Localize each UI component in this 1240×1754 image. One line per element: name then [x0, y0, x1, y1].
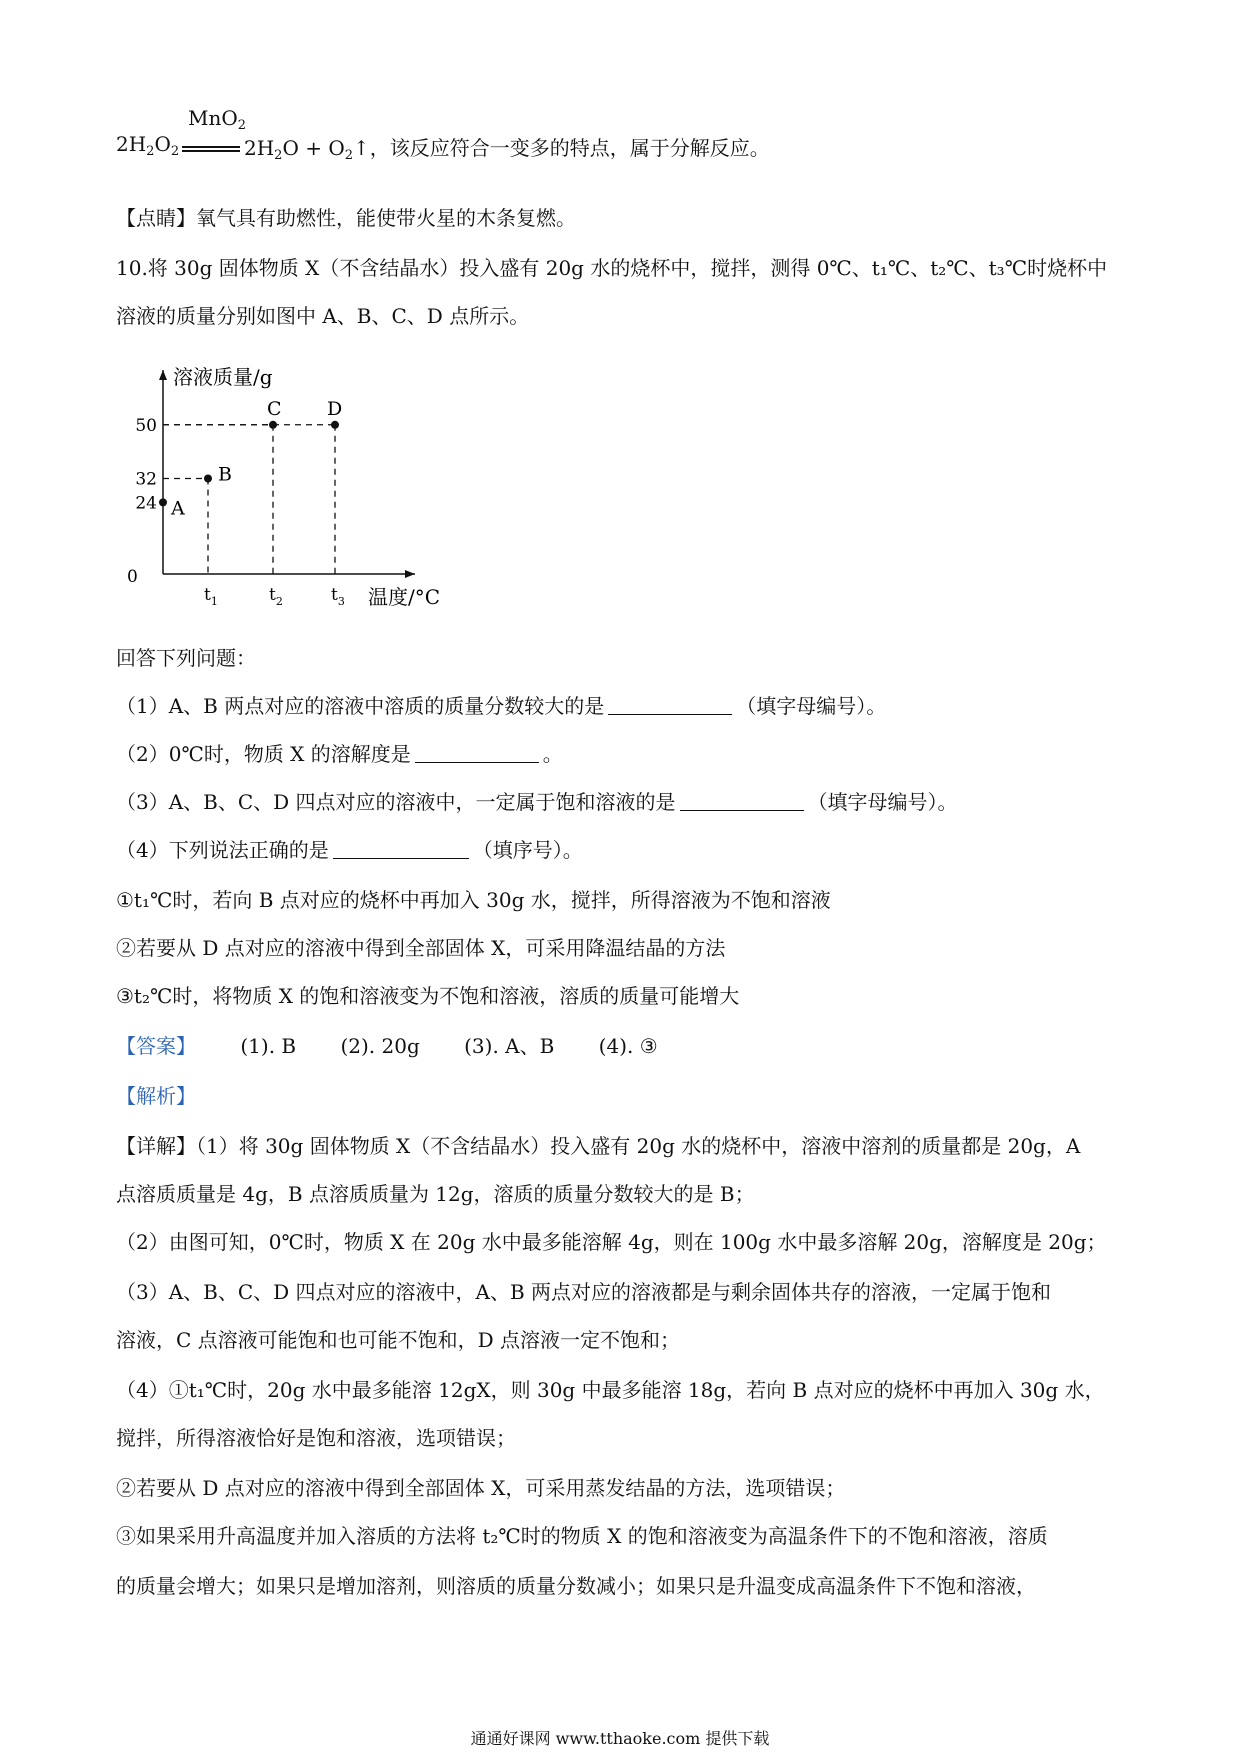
equals-bar-top [182, 146, 240, 148]
products: $2H_2O$ + $O_2↑$，该反应符合一变多的特点，属于分解反应。 [244, 136, 770, 163]
answer-item: (4). ③ [598, 1034, 658, 1058]
question-stem-line2: 溶液的质量分别如图中 A、B、C、D 点所示。 [116, 304, 530, 328]
answer-blank-1[interactable] [608, 694, 732, 715]
point-label-D: D [327, 397, 343, 420]
detail-line: 【详解】（1）将 30g 固体物质 X（不含结晶水）投入盛有 20g 水的烧杯中，溶液中溶剂的质量都是 20g，A [116, 1134, 1081, 1158]
detail-line: ②若要从 D 点对应的溶液中得到全部固体 X，可采用蒸发结晶的方法，选项错误； [116, 1476, 846, 1500]
x-tick-label: $t_2$ [269, 585, 283, 608]
detail-line: （3）A、B、C、D 四点对应的溶液中，A、B 两点对应的溶液都是与剩余固体共存的溶液，一定属于饱和 [116, 1280, 1052, 1304]
y-axis-label: 溶液质量/g [173, 365, 273, 389]
answer-row [116, 1032, 658, 1060]
option-1: ①t₁℃时，若向 B 点对应的烧杯中再加入 30g 水，搅拌，所得溶液为不饱和溶液 [116, 888, 831, 912]
question-1: （1）A、B 两点对应的溶液中溶质的质量分数较大的是 （填字母编号）。 [116, 694, 887, 718]
answer-label: 【答案】 [116, 1034, 196, 1058]
analysis-label: 【解析】 [116, 1084, 196, 1108]
equals-bar-bottom [182, 150, 240, 152]
detail-line: （2）由图可知，0℃时，物质 X 在 20g 水中最多能溶解 4g，则在 100g 水中最多溶解 20g，溶解度是 20g； [116, 1230, 1107, 1254]
data-point-A [159, 498, 167, 506]
y-tick-label: 24 [135, 493, 157, 514]
detail-line: 点溶质质量是 4g，B 点溶质质量为 12g，溶质的质量分数较大的是 B； [116, 1182, 755, 1206]
answer-blank-2[interactable] [415, 742, 539, 763]
catalyst-label: MnO$_2$ [188, 106, 247, 133]
answer-blank-4[interactable] [333, 838, 469, 859]
question-stem-line1: 10.将 30g 固体物质 X（不含结晶水）投入盛有 20g 水的烧杯中，搅拌，测得 0℃、t₁℃、t₂℃、t₃℃时烧杯中 [116, 256, 1108, 280]
answer-prompt: 回答下列问题： [116, 646, 256, 670]
question-3: （3）A、B、C、D 四点对应的溶液中，一定属于饱和溶液的是 （填字母编号）。 [116, 790, 958, 814]
y-tick-label: 32 [135, 469, 157, 490]
x-tick-label: $t_3$ [331, 585, 345, 608]
dianjing-note: 【点睛】氧气具有助燃性，能使带火星的木条复燃。 [116, 206, 576, 230]
x-axis-label: 温度/°C [368, 585, 441, 609]
answer-blank-3[interactable] [680, 790, 804, 811]
detail-line: （4）①t₁℃时，20g 水中最多能溶 12gX，则 30g 中最多能溶 18g，若向 B 点对应的烧杯中再加入 30g 水， [116, 1378, 1105, 1402]
point-label-C: C [267, 397, 282, 420]
question-2: （2）0℃时，物质 X 的溶解度是 。 [116, 742, 563, 766]
answer-item: (3). A、B [464, 1034, 555, 1058]
data-point-B [204, 474, 212, 482]
option-3: ③t₂℃时，将物质 X 的饱和溶液变为不饱和溶液，溶质的质量可能增大 [116, 984, 740, 1008]
reactant: $2H_2O_2$ [116, 132, 180, 159]
detail-line: 的质量会增大；如果只是增加溶剂，则溶质的质量分数减小；如果只是升温变成高温条件下不饱和溶液， [116, 1574, 1036, 1598]
solution-mass-chart [120, 358, 520, 628]
detail-line: ③如果采用升高温度并加入溶质的方法将 t₂℃时的物质 X 的饱和溶液变为高温条件下的不饱和溶液，溶质 [116, 1524, 1048, 1548]
detail-line: 溶液，C 点溶液可能饱和也可能不饱和，D 点溶液一定不饱和； [116, 1328, 681, 1352]
detail-line: 搅拌，所得溶液恰好是饱和溶液，选项错误； [116, 1426, 516, 1450]
x-axis-arrow [405, 570, 415, 578]
x-tick-label: $t_1$ [204, 585, 218, 608]
question-4: （4）下列说法正确的是 （填序号）。 [116, 838, 583, 862]
option-2: ②若要从 D 点对应的溶液中得到全部固体 X，可采用降温结晶的方法 [116, 936, 726, 960]
origin-label: 0 [127, 567, 138, 587]
point-label-B: B [218, 463, 232, 486]
answer-item: (1). B [240, 1034, 297, 1058]
y-tick-label: 50 [135, 415, 157, 436]
answer-item: (2). 20g [340, 1034, 420, 1058]
y-axis-arrow [159, 370, 167, 380]
footer-credit: 通通好课网 www.tthaoke.com 提供下载 [470, 1729, 770, 1748]
data-point-D [331, 421, 339, 429]
point-label-A: A [171, 497, 185, 520]
